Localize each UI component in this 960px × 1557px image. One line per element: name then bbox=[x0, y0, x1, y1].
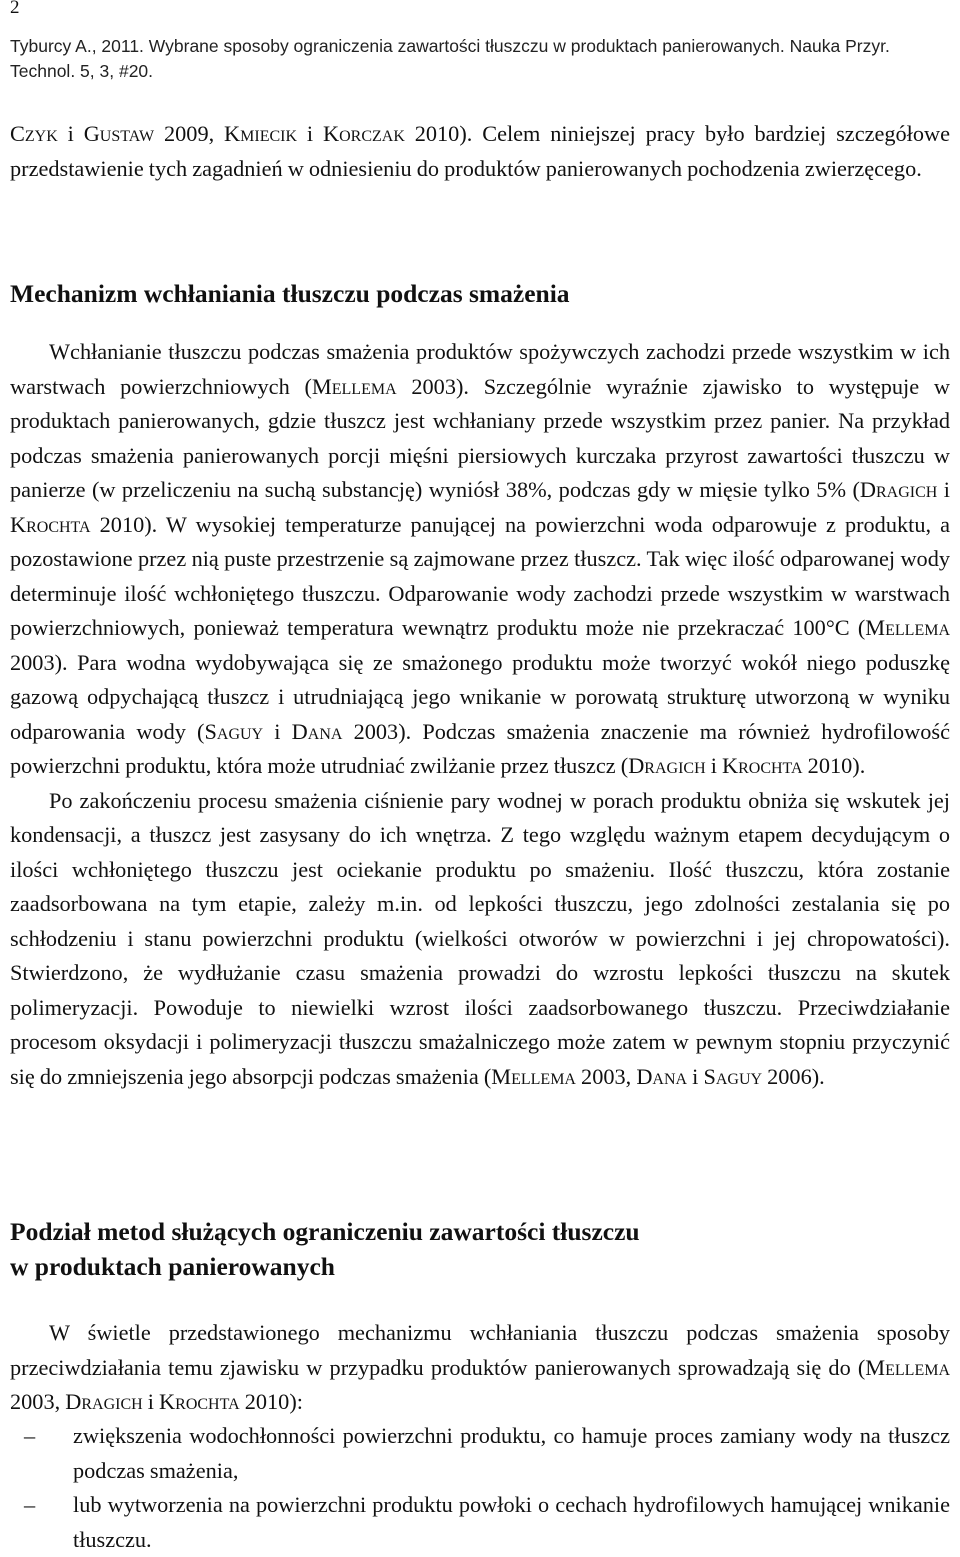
author-ref: Krochta bbox=[10, 511, 91, 537]
section-heading-methods bbox=[10, 1214, 950, 1284]
author-ref: Mellema bbox=[865, 1354, 950, 1380]
paragraph bbox=[10, 784, 950, 1095]
running-citation: Tyburcy A., 2011. Wybrane sposoby ograniczenia zawartości tłuszczu w produktach panierowanych. Nauka Przyr. Technol. 5, 3, #20. bbox=[10, 36, 890, 81]
text-run: 2003, bbox=[575, 1063, 637, 1089]
text-run: 2003). Para wodna wydobywająca się ze smażonego produktu może tworzyć wokół niego poduszkę gazową odpychającą tłuszcz i utrudniającą jego wnikanie w porowatą strukturę utworzoną w wyniku odparowania wody ( bbox=[10, 649, 950, 744]
author-ref: Saguy bbox=[703, 1063, 763, 1089]
heading-line: w produktach panierowanych bbox=[10, 1252, 335, 1281]
author-ref: Dana bbox=[291, 718, 343, 744]
text-run: 2010). bbox=[802, 753, 866, 778]
author-ref: Dragich bbox=[859, 477, 938, 502]
author-ref: Kmiecik bbox=[224, 121, 298, 146]
text-run: i bbox=[937, 477, 950, 502]
page-number: 2 bbox=[10, 0, 20, 18]
author-ref: Mellema bbox=[311, 373, 397, 399]
text-run: 2003, bbox=[10, 1389, 66, 1414]
list-item-text: zwiększenia wodochłonności powierzchni produktu, co hamuje proces zamiany wody na tłuszcz podczas smażenia, bbox=[73, 1423, 950, 1483]
text-run: i bbox=[297, 121, 323, 146]
author-ref: Krochta bbox=[722, 753, 803, 778]
author-ref: Gustaw bbox=[83, 121, 155, 146]
text-run: 2010): bbox=[239, 1389, 303, 1414]
section-body-mechanism bbox=[10, 335, 950, 1094]
methods-list bbox=[10, 1419, 950, 1557]
list-dash: – bbox=[24, 1492, 36, 1517]
list-item bbox=[10, 1419, 950, 1488]
author-ref: Dragich bbox=[628, 753, 706, 778]
text-run: 2010). Celem niniejszej pracy było bardziej szczegółowe przedstawienie tych zagadnień w odniesieniu do produktów panierowanych pochodzenia zwierzęcego. bbox=[10, 121, 951, 181]
author-ref: Korczak bbox=[322, 121, 405, 146]
text-run: i bbox=[57, 121, 84, 146]
text-run: i bbox=[263, 718, 292, 744]
text-run: 2009, bbox=[154, 121, 225, 146]
heading-line: Podział metod służących ograniczeniu zawartości tłuszczu bbox=[10, 1217, 640, 1246]
text-run: 2003). Podczas smażenia znaczenie ma również hydrofilowość powierzchni produktu, która może utrudniać zwilżanie przez tłuszcz ( bbox=[10, 718, 950, 778]
author-ref: Saguy bbox=[204, 718, 264, 744]
list-item bbox=[10, 1488, 950, 1557]
text-run: Wchłanianie tłuszczu podczas smażenia produktów spożywczych zachodzi przede wszystkim w ich warstwach powierzchniowych ( bbox=[10, 339, 950, 399]
paragraph bbox=[10, 335, 950, 784]
text-run: 2006). bbox=[762, 1063, 825, 1089]
intro-paragraph bbox=[10, 117, 950, 186]
text-run: i bbox=[705, 753, 722, 778]
text-run: 2010). W wysokiej temperaturze panującej na powierzchni woda odparowuje z produktu, a pozostawione przez nią puste przestrzenie są zajmowane przez tłuszcz. Tak więc ilość odparowanej wody determinuje ilość wchłoniętego tłuszczu. Odparowanie wody zachodzi przede wszystkim w warstwach powierzchniowych, ponieważ temperatura wewnątrz produktu może nie przekraczać 100°C ( bbox=[10, 511, 950, 640]
list-dash: – bbox=[24, 1423, 36, 1448]
text-run: Po zakończeniu procesu smażenia ciśnienie pary wodnej w porach produktu obniża się wskutek jej kondensacji, a tłuszcz jest zasysany do ich wnętrza. Z tego względu ważnym etapem decydującym o ilości wchłoniętego tłuszczu jest ociekanie produktu po smażeniu. Ilość tłuszczu, która zostanie zaadsorbowana na tym etapie, zależy m.in. od lepkości tłuszczu, jego zdolności zestalania się po schłodzeniu i stanu powierzchni produktu (wielkości otworów w powierzchni i jej chropowatości). Stwierdzono, że wydłużanie czasu smażenia prowadzi do wzrostu lepkości tłuszczu na skutek polimeryzacji. Powoduje to niewielki wzrost ilości zaadsorbowanego tłuszczu. Przeciwdziałanie procesom oksydacji i polimeryzacji tłuszczu smażalniczego może zatem w pewnym stopniu przyczynić się do zmniejszenia jego absorpcji podczas smażenia ( bbox=[10, 787, 950, 1089]
paragraph bbox=[10, 1316, 950, 1420]
list-item-text: lub wytworzenia na powierzchni produktu powłoki o cechach hydrofilowych hamującej wnikanie tłuszczu. bbox=[73, 1492, 950, 1552]
section-heading-mechanism: Mechanizm wchłaniania tłuszczu podczas smażenia bbox=[10, 279, 570, 308]
text-run: W świetle przedstawionego mechanizmu wchłaniania tłuszczu podczas smażenia sposoby przeciwdziałania temu zjawisku w przypadku produktów panierowanych sprowadzają się do ( bbox=[10, 1320, 950, 1380]
text-run: i bbox=[687, 1063, 704, 1089]
author-ref: Krochta bbox=[159, 1389, 240, 1414]
text-run: i bbox=[142, 1389, 160, 1414]
author-ref: Dana bbox=[636, 1063, 688, 1089]
text-run: 2003). Szczególnie wyraźnie zjawisko to występuje w produktach panierowanych, gdzie tłuszcz jest wchłaniany przede wszystkim przez panier. Na przykład podczas smażenia panierowanych porcji mięśni piersiowych kurczaka przyrost zawartości tłuszczu w panierze (w przeliczeniu na suchą substancję) wyniósł 38%, podczas gdy w mięsie tylko 5% ( bbox=[10, 373, 951, 502]
author-ref: Dragich bbox=[65, 1389, 143, 1414]
author-ref: Czyk bbox=[10, 121, 58, 146]
author-ref: Mellema bbox=[491, 1063, 576, 1089]
author-ref: Mellema bbox=[865, 615, 950, 640]
